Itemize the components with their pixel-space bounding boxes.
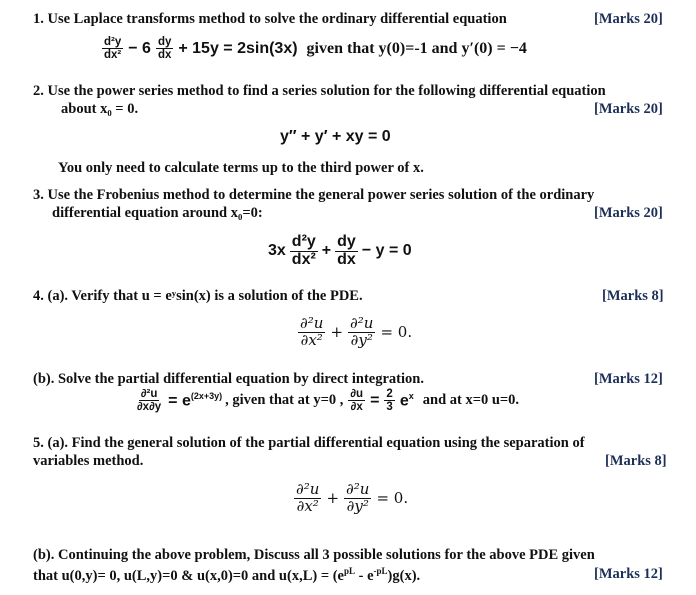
q5a-equation: $\frac{\text{∂²u}}{\text{∂x²}}$ + $\frac{\text{∂²u}}{\text{∂y²}}$ = 0.: [296, 480, 409, 515]
q3-frac-1: $\frac{\text{d²y}}{\text{dx²}}$: [291, 233, 316, 268]
q3-marks: [Marks 20]: [594, 205, 663, 221]
q2-equation: y″ + y′ + xy = 0: [280, 128, 391, 145]
q1-equation: $\frac{\text{d²y}}{\text{dx²}}$ − 6 $\frac{dy}{dx}$ + 15y = 2sin(3x) given that y(0)=-1 and y′(0) = −4: [104, 36, 527, 62]
q5a-line1: 5. (a). Find the general solution of the partial differential equation using the separation of: [33, 435, 585, 451]
q4b-marks: [Marks 12]: [594, 371, 663, 387]
q1-text: 1. Use Laplace transforms method to solve the ordinary differential equation: [33, 11, 507, 27]
q3-line2: differential equation around x₀=0:: [52, 205, 263, 221]
q5b-line1: (b). Continuing the above problem, Discuss all 3 possible solutions for the above PDE given: [33, 547, 595, 563]
q3-line1: 3. Use the Frobenius method to determine the general power series solution of the ordinary: [33, 187, 595, 203]
q5a-frac-2: $\frac{\text{∂²u}}{\text{∂y²}}$: [346, 480, 370, 515]
q4a-frac-2: $\frac{\text{∂²u}}{\text{∂y²}}$: [350, 314, 374, 349]
q4b-frac-2: $\frac{\partial u}{\partial x}$: [350, 388, 364, 414]
q4b-frac-3: $\frac{2}{3}$: [386, 388, 393, 414]
q1-frac-1: $\frac{\text{d²y}}{\text{dx²}}$: [104, 36, 122, 62]
q4a-marks: [Marks 8]: [602, 288, 664, 304]
q2-marks: [Marks 20]: [594, 101, 663, 117]
q2-line2: about x₀ = 0.: [61, 101, 139, 117]
q2-note: You only need to calculate terms up to the third power of x.: [58, 160, 424, 176]
q3-frac-2: $\frac{dy}{dx}$: [337, 233, 356, 268]
q4a-text: 4. (a). Verify that u = eʸsin(x) is a solution of the PDE.: [33, 288, 363, 304]
q5a-marks: [Marks 8]: [605, 453, 667, 469]
q2-line1: 2. Use the power series method to find a series solution for the following differential equation: [33, 83, 606, 99]
q1-frac-2: $\frac{dy}{dx}$: [157, 36, 172, 62]
q4a-equation: $\frac{\text{∂²u}}{\text{∂x²}}$ + $\frac{\text{∂²u}}{\text{∂y²}}$ = 0.: [300, 314, 413, 349]
q4b-frac-1: $\frac{\text{∂²u}}{\partial x\partial y}$: [137, 388, 162, 414]
q4b-text: (b). Solve the partial differential equation by direct integration.: [33, 371, 424, 387]
q5b-line2: that u(0,y)= 0, u(L,y)=0 & u(x,0)=0 and $u(x,L) = (e^{pL} - e^{-pL})g(x)$.: [33, 566, 421, 584]
q5b-marks: [Marks 12]: [594, 566, 663, 582]
q3-equation: 3x $\frac{\text{d²y}}{\text{dx²}}$ + $\frac{dy}{dx}$ − y = 0: [268, 233, 412, 268]
q4a-frac-1: $\frac{\text{∂²u}}{\text{∂x²}}$: [300, 314, 324, 349]
q5a-line2: variables method.: [33, 453, 144, 469]
q4b-equation: $\frac{\text{∂²u}}{\partial x\partial y}$ = $e^{(2x+3y)}$ , given that at y=0 , $\frac{\partial u}{\partial x}$ = $\frac{2}{3}$ $e^x$ and at x=0 u=0.: [137, 388, 520, 414]
q5a-frac-1: $\frac{\text{∂²u}}{\text{∂x²}}$: [296, 480, 320, 515]
q1-marks: [Marks 20]: [594, 11, 663, 27]
